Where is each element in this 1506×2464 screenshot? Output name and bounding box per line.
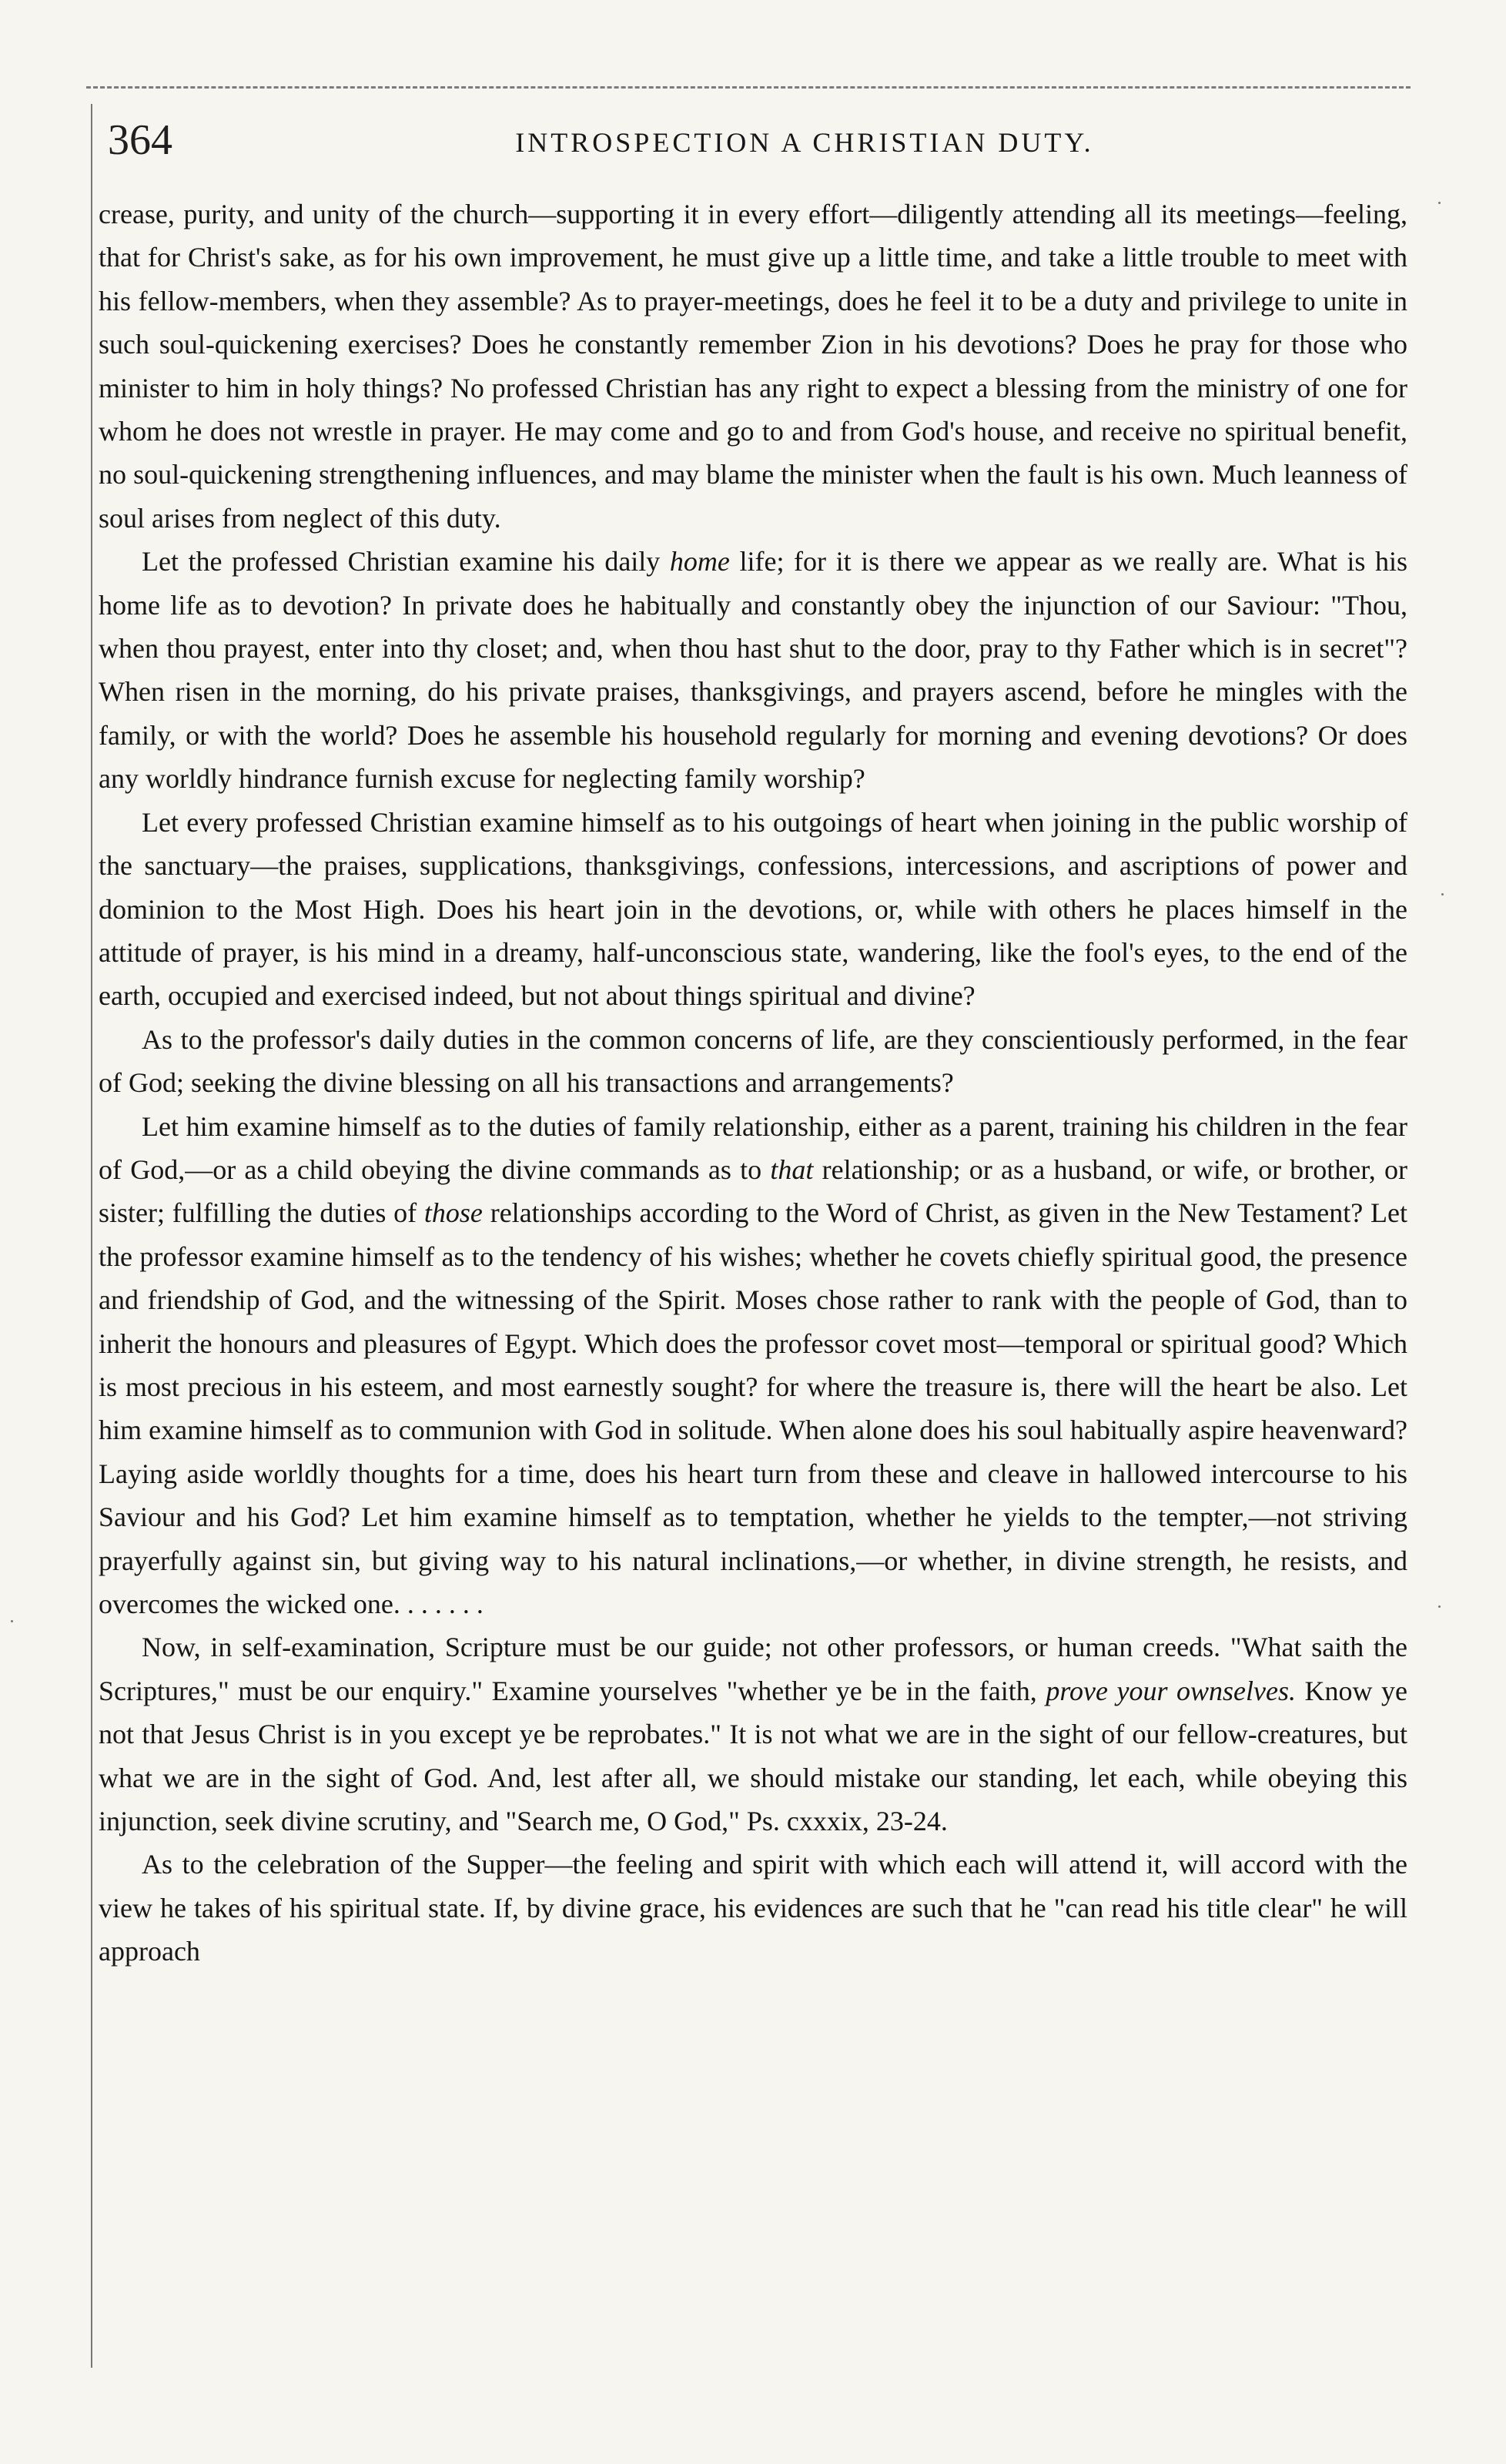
paragraph-1-text: crease, purity, and unity of the church—supporting it in every effort—diligently attending all its meetings—feeling, that for Christ's sake, as for his own improvement, he must give up a little time, and take a little trouble to meet with his fellow-members, when they assemble? As to prayer-meetings, does he feel it to be a duty and privilege to unite in such soul-quickening exercises? Does he constantly remember Zion in his devotions? Does he pray for those who minister to him in holy things? No professed Christian has any right to expect a blessing from the ministry of one for whom he does not wrestle in prayer. He may come and go to and from God's house, and receive no spiritual benefit, no soul-quickening strengthening influences, and may blame the minister when the fault is his own. Much leanness of soul arises from neglect of this duty. <box>99 199 1407 534</box>
top-rule <box>86 86 1411 89</box>
scan-mark <box>11 1620 13 1622</box>
paragraph-2-emphasis: home <box>669 546 730 578</box>
paragraph-5-emphasis-2: those <box>423 1197 483 1229</box>
paragraph-5-emphasis-1: that <box>770 1153 814 1185</box>
paragraph-3 <box>99 801 1407 1018</box>
scan-mark <box>1438 202 1441 204</box>
paragraph-5 <box>99 1105 1407 1626</box>
body-text <box>99 192 1407 1974</box>
paragraph-5-text-c: relationships according to the Word of Christ, as given in the New Testament? Let the professor examine himself as to the tendency of his wishes; whether he covets chiefly spiritual good, the presence and friendship of God, and the witnessing of the Spirit. Moses chose rather to rank with the people of God, than to inherit the honours and pleasures of Egypt. Which does the professor covet most—temporal or spiritual good? Which is most precious in his esteem, and most earnestly sought? for where the treasure is, there will the heart be also. Let him examine himself as to communion with God in solitude. When alone does his soul habitually aspire heavenward? Laying aside worldly thoughts for a time, does his heart turn from these and cleave in hallowed intercourse to his Saviour and his God? Let him examine himself as to temptation, whether he yields to the tempter,—not striving prayerfully against sin, but giving way to his natural inclinations,—or whether, in divine strength, he resists, and overcomes the wicked one. . . . . . . <box>99 1197 1408 1619</box>
paragraph-6-text-b: Know ye not that Jesus Christ is in you except ye be reprobates." It is not what we are in the sight of our fellow-creatures, but what we are in the sight of God. And, lest after all, we should mistake our standing, let each, while obeying this injunction, seek divine scrutiny, and "Search me, O God," Ps. cxxxix, 23-24. <box>99 1675 1408 1837</box>
paragraph-2-text-a: Let the professed Christian examine his daily <box>142 546 661 578</box>
paragraph-2-text-b: life; for it is there we appear as we really are. What is his home life as to devotion? In private does he habitually and constantly obey the injunction of our Saviour: "Thou, when thou prayest, enter into thy closet; and, when thou hast shut to the door, pray to thy Father which is in secret"? When risen in the morning, do his private praises, thanksgivings, and prayers ascend, before he mingles with the family, or with the world? Does he assemble his household regularly for morning and evening devotions? Or does any worldly hindrance furnish excuse for neglecting family worship? <box>99 546 1408 795</box>
page-left-border <box>91 104 92 2368</box>
scan-mark <box>1438 1605 1441 1608</box>
paragraph-4 <box>99 1018 1407 1105</box>
scan-mark <box>1441 893 1444 896</box>
page-number: 364 <box>108 116 172 164</box>
paragraph-5-text-a: Let him examine himself as to the duties of family relationship, either as a parent, training his children in the fear of God,—or as a child obeying the divine commands as to <box>99 1110 1407 1185</box>
running-title: INTROSPECTION A CHRISTIAN DUTY. <box>515 127 1094 158</box>
paragraph-6-text-a: Now, in self-examination, Scripture must be our guide; not other professors, or human creeds. "What saith the Scriptures," must be our enquiry." Examine yourselves "whether ye be in the faith, <box>99 1632 1407 1706</box>
paragraph-7 <box>99 1843 1407 1973</box>
page-header <box>108 116 1409 177</box>
paragraph-4-text: As to the professor's daily duties in the common concerns of life, are they conscientiously performed, in the fear of God; seeking the divine blessing on all his transactions and arrangements? <box>99 1023 1407 1099</box>
paragraph-6 <box>99 1625 1407 1843</box>
paragraph-1 <box>99 192 1407 540</box>
paragraph-2 <box>99 540 1407 800</box>
paragraph-7-text: As to the celebration of the Supper—the feeling and spirit with which each will attend it, will accord with the view he takes of his spiritual state. If, by divine grace, his evidences are such that he "can read his title clear" he will approach <box>99 1849 1407 1967</box>
paragraph-3-text: Let every professed Christian examine himself as to his outgoings of heart when joining in the public worship of the sanctuary—the praises, supplications, thanksgivings, confessions, intercessions, and ascriptions of power and dominion to the Most High. Does his heart join in the devotions, or, while with others he places himself in the attitude of prayer, is his mind in a dreamy, half-unconscious state, wandering, like the fool's eyes, to the end of the earth, occupied and exercised indeed, but not about things spiritual and divine? <box>99 806 1407 1012</box>
paragraph-6-emphasis: prove your ownselves. <box>1046 1675 1296 1706</box>
paragraph-5-text-b: relationship; or as a husband, or wife, or brother, or sister; fulfilling the duties of <box>99 1153 1408 1229</box>
